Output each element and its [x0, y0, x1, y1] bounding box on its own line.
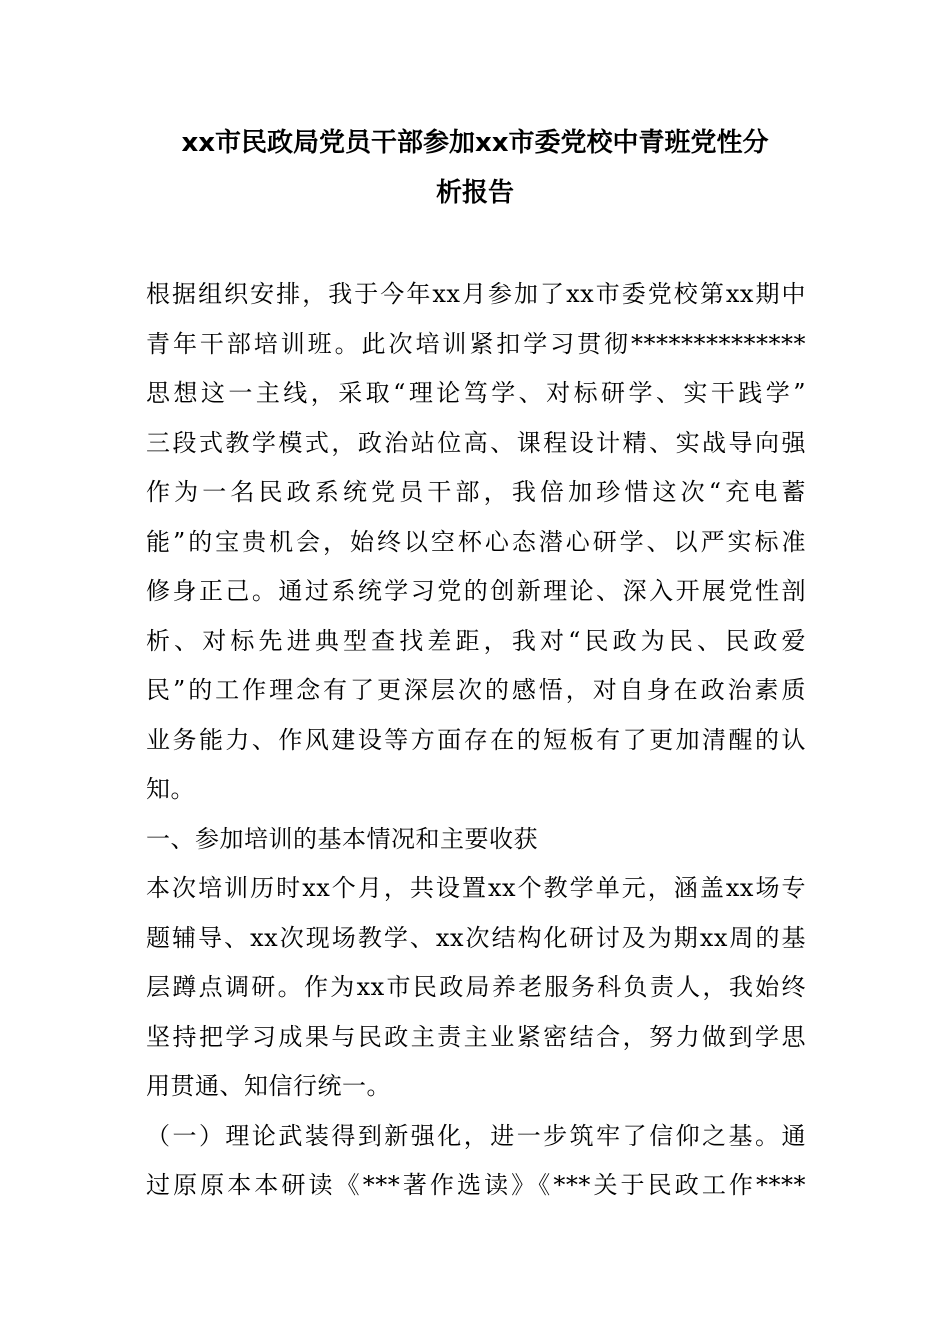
section-heading	[146, 815, 806, 865]
paragraph-line: 根据组织安排，我于今年xx月参加了xx市委党校第xx期中	[146, 280, 806, 308]
paragraph-line: 民”的工作理念有了更深层次的感悟，对自身在政治素质	[146, 676, 806, 704]
intro-paragraph	[146, 270, 806, 815]
paragraph-line: 作为一名民政系统党员干部，我倍加珍惜这次“充电蓄	[146, 478, 806, 506]
paragraph-line: 析、对标先进典型查找差距，我对“民政为民、民政爱	[146, 626, 806, 655]
paragraph-line: 业务能力、作风建设等方面存在的短板有了更加清醒的认	[146, 725, 806, 754]
paragraph-line: 思想这一主线，采取“理论笃学、对标研学、实干践学”	[146, 379, 806, 407]
paragraph-line: 坚持把学习成果与民政主责主业紧密结合，努力做到学思	[146, 1022, 806, 1051]
paragraph-line: 层蹲点调研。作为xx市民政局养老服务科负责人，我始终	[146, 973, 806, 1001]
paragraph-line: 题辅导、xx次现场教学、xx次结构化研讨及为期xx周的基	[146, 923, 806, 952]
body-paragraph	[146, 864, 806, 1112]
paragraph-line: 用贯通、知信行统一。	[146, 1072, 391, 1100]
paragraph-line: 本次培训历时xx个月，共设置xx个教学单元，涵盖xx场专	[146, 874, 806, 902]
paragraph-line: 知。	[146, 775, 195, 803]
paragraph-line: 青年干部培训班。此次培训紧扣学习贯彻**************	[146, 329, 806, 358]
title-line: 析报告	[435, 178, 514, 208]
paragraph-line: 修身正己。通过系统学习党的创新理论、深入开展党性剖	[146, 577, 806, 605]
section-heading-text: 一、参加培训的基本情况和主要收获	[146, 824, 538, 853]
document-body	[146, 270, 806, 1211]
paragraph-line: （一）理论武装得到新强化，进一步筑牢了信仰之基。通	[146, 1121, 806, 1150]
paragraph-line: 三段式教学模式，政治站位高、课程设计精、实战导向强	[146, 428, 806, 457]
paragraph-line: 过原原本本研读《***著作选读》《***关于民政工作****	[146, 1171, 806, 1199]
paragraph-line: 能”的宝贵机会，始终以空杯心态潜心研学、以严实标准	[146, 527, 806, 556]
subsection-paragraph	[146, 1112, 806, 1211]
document-title	[140, 118, 810, 218]
title-line: xx市民政局党员干部参加xx市委党校中青班党性分	[181, 128, 769, 158]
